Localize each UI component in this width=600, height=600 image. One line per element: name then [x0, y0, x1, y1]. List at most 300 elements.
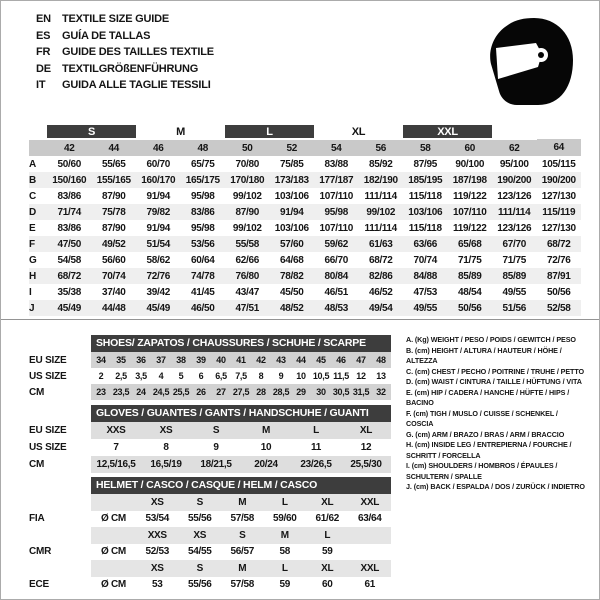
measurement-cell: 123/126 — [497, 222, 532, 234]
legend-item: E. (cm) HIP / CADERA / HANCHE / HÜFTE / HIPS / BACINO — [406, 387, 570, 407]
table-cell: 63/64 — [357, 513, 382, 525]
table-cell: XS — [136, 560, 179, 577]
row-label — [29, 139, 47, 156]
measurement-row — [29, 236, 581, 252]
measurement-cell: 84/88 — [403, 268, 448, 284]
table-cell: 58 — [279, 546, 291, 558]
measurement-cell: 72/76 — [546, 254, 571, 266]
measurement-cell: 68/72 — [368, 254, 393, 266]
table-cell — [349, 544, 392, 561]
measurement-cell: 111/114 — [492, 204, 537, 220]
table-cell: M — [221, 560, 264, 577]
measurement-cell: 63/66 — [403, 236, 448, 252]
measurement-cell: 119/122 — [453, 190, 487, 202]
measurement-cell: 70/74 — [92, 268, 137, 284]
size-group-label: S — [47, 125, 136, 139]
measurement-cell: 115/118 — [408, 222, 442, 234]
language-title: GUIDA ALLE TAGLIE TESSILI — [62, 79, 211, 91]
measurement-cell: 70/74 — [413, 254, 438, 266]
table-cell: 23/26,5 — [291, 456, 341, 473]
measurement-cell: 55/58 — [225, 236, 270, 252]
measurement-cell: 46/51 — [324, 286, 349, 298]
measurement-cell: 87/90 — [225, 204, 270, 220]
table-cell: XXS — [136, 527, 179, 544]
size-group-label: M — [136, 125, 225, 139]
table-cell: 28 — [251, 384, 271, 400]
table-cell: 18/21,5 — [191, 456, 241, 473]
measurement-cell: 107/110 — [448, 204, 493, 220]
measurement-cell: 47/50 — [47, 236, 92, 252]
row-label: FIA — [29, 513, 45, 525]
table-cell: S — [221, 527, 264, 544]
measurement-cell: 49/55 — [502, 286, 527, 298]
table-cell: 4 — [158, 371, 164, 381]
language-code: ES — [36, 29, 51, 42]
table-row — [29, 494, 391, 511]
language-row — [36, 28, 214, 45]
measurement-row — [29, 268, 581, 284]
measurement-cell: 47/51 — [225, 300, 270, 316]
measurement-cell: 182/190 — [359, 172, 404, 188]
measurement-cell: 48/52 — [270, 300, 315, 316]
table-cell: S — [179, 494, 222, 511]
table-cell: XS — [179, 527, 222, 544]
measurement-cell: 83/86 — [181, 204, 226, 220]
measurement-cell: 103/106 — [274, 190, 309, 202]
table-cell: 11,5 — [333, 371, 349, 381]
table-cell: 10 — [260, 442, 272, 453]
row-label: A — [29, 158, 36, 170]
helmet-table-rows — [29, 494, 391, 593]
size-group-label: XL — [314, 125, 403, 139]
legend-item: D. (cm) WAIST / CINTURA / TAILLE / HÜFTUNG / VITA — [406, 377, 582, 386]
measurement-cell: 105/115 — [542, 158, 576, 170]
measurement-cell: 187/198 — [448, 172, 493, 188]
measurement-cell: 87/90 — [101, 190, 126, 202]
measurement-cell: 190/200 — [537, 172, 582, 188]
measurement-cell: 85/89 — [448, 268, 493, 284]
measurement-cell: 103/106 — [274, 222, 309, 234]
table-row — [29, 384, 391, 400]
measurement-cell: 67/70 — [492, 236, 537, 252]
measurement-cell: 170/180 — [225, 172, 270, 188]
language-title: TEXTILE SIZE GUIDE — [62, 13, 170, 25]
table-cell: 57/58 — [230, 513, 255, 525]
table-row — [29, 544, 391, 561]
table-row — [29, 511, 391, 528]
size-number-cell: 56 — [359, 139, 404, 156]
measurement-cell: 47/53 — [413, 286, 438, 298]
measurement-cell: 91/94 — [270, 204, 315, 220]
language-code: FR — [36, 46, 51, 58]
measurement-cell: 71/75 — [457, 254, 482, 266]
measurement-cell: 56/60 — [101, 254, 126, 266]
measurement-row — [29, 204, 581, 220]
table-row — [29, 368, 391, 384]
measurement-cell: 79/82 — [136, 204, 181, 220]
table-cell: 35 — [111, 352, 131, 368]
table-cell: 3,5 — [135, 371, 147, 381]
table-cell: 23 — [91, 384, 111, 400]
row-label: J — [29, 300, 47, 316]
table-cell: 6,5 — [215, 371, 227, 381]
table-cell: XL — [306, 560, 349, 577]
measurement-cell: 45/49 — [136, 300, 181, 316]
row-label: G — [29, 254, 37, 266]
measurement-cell: 61/63 — [359, 236, 404, 252]
table-cell: 59 — [321, 546, 333, 558]
size-number-cell: 64 — [537, 139, 582, 156]
size-number-cell: 62 — [492, 139, 537, 156]
measurement-cell: 49/55 — [403, 300, 448, 316]
table-cell: 28,5 — [271, 384, 291, 400]
legend-item: B. (cm) HEIGHT / ALTURA / HAUTEUR / HÖHE / ALTEZZA — [406, 345, 562, 365]
measurement-row — [29, 220, 581, 236]
table-cell: 47 — [351, 352, 371, 368]
table-cell: 32 — [371, 384, 391, 400]
measurement-legend — [406, 335, 586, 493]
section-divider — [1, 319, 599, 320]
table-cell — [91, 494, 136, 511]
measurement-cell: 46/52 — [368, 286, 393, 298]
measurement-cell: 59/62 — [314, 236, 359, 252]
language-row — [36, 77, 214, 94]
measurement-row — [29, 172, 581, 188]
measurement-cell: 107/110 — [319, 222, 353, 234]
measurement-cell: 127/130 — [541, 222, 576, 234]
table-cell: 45 — [311, 352, 331, 368]
measurement-cell: 99/102 — [359, 204, 404, 220]
measurement-cell: 39/42 — [146, 286, 171, 298]
size-number-cell: 48 — [181, 139, 226, 156]
row-label: C — [29, 190, 36, 202]
measurement-cell: 57/60 — [270, 236, 315, 252]
table-cell: 37 — [151, 352, 171, 368]
table-cell: XS — [136, 494, 179, 511]
measurement-cell: 45/49 — [47, 300, 92, 316]
table-cell: 6 — [198, 371, 204, 381]
table-cell: 30,5 — [331, 384, 351, 400]
table-cell: 27,5 — [231, 384, 251, 400]
table-cell: 12 — [356, 371, 366, 381]
row-label: CMR — [29, 546, 52, 558]
row-label: EU SIZE — [29, 425, 67, 436]
measurement-cell: 190/200 — [492, 172, 537, 188]
size-group-label — [29, 125, 47, 139]
table-cell: 38 — [171, 352, 191, 368]
table-cell: 5 — [178, 371, 184, 381]
table-row — [29, 439, 391, 456]
measurement-cell: 83/86 — [57, 190, 82, 202]
table-cell: 9 — [278, 371, 284, 381]
table-cell: 11 — [311, 442, 321, 453]
table-cell: XXL — [349, 494, 392, 511]
measurement-cell: 75/78 — [92, 204, 137, 220]
size-number-cell: 52 — [270, 139, 315, 156]
table-cell: 55/56 — [187, 579, 212, 591]
measurement-cell: 41/45 — [190, 286, 215, 298]
table-cell: 8 — [163, 442, 169, 453]
table-row — [29, 352, 391, 368]
measurement-cell: 127/130 — [541, 190, 576, 202]
language-code: DE — [36, 62, 51, 75]
table-cell: 41 — [231, 352, 251, 368]
measurement-cell: 173/183 — [270, 172, 315, 188]
measurement-cell: 83/86 — [57, 222, 82, 234]
measurement-cell: 85/92 — [368, 158, 393, 170]
measurement-cell: 99/102 — [232, 190, 262, 202]
table-cell — [91, 527, 136, 544]
measurement-cell: 50/56 — [448, 300, 493, 316]
table-cell: L — [291, 422, 341, 439]
measurement-cell: 119/122 — [453, 222, 487, 234]
row-label: CM — [29, 459, 45, 470]
legend-item: F. (cm) TIGH / MUSLO / CUISSE / SCHENKEL / COSCIA — [406, 408, 558, 428]
helmet-size-table — [29, 477, 391, 593]
table-cell — [91, 560, 136, 577]
table-cell: 39 — [191, 352, 211, 368]
table-cell: 61 — [364, 579, 376, 591]
table-cell: 8 — [258, 371, 264, 381]
table-cell: L — [264, 560, 307, 577]
measurement-cell: 72/76 — [136, 268, 181, 284]
table-cell: 9 — [213, 442, 219, 453]
row-label: B — [29, 172, 47, 188]
row-label: F — [29, 236, 47, 252]
measurement-cell: 60/70 — [146, 158, 171, 170]
measurement-cell: 50/56 — [546, 286, 571, 298]
measurement-cell: 49/54 — [359, 300, 404, 316]
measurement-cell: 49/52 — [92, 236, 137, 252]
table-cell: 30 — [311, 384, 331, 400]
table-cell: 25,5/30 — [341, 456, 391, 473]
table-cell: 12,5/16,5 — [91, 456, 141, 473]
gloves-table-rows — [29, 422, 391, 473]
table-cell: M — [221, 494, 264, 511]
table-cell: 44 — [291, 352, 311, 368]
table-cell: 36 — [131, 352, 151, 368]
table-cell: XXL — [349, 560, 392, 577]
table-cell: 53 — [151, 579, 163, 591]
measurement-cell: 68/72 — [47, 268, 92, 284]
measurement-cell: 87/95 — [413, 158, 438, 170]
measurement-cell: 150/160 — [47, 172, 92, 188]
table-cell: 20/24 — [241, 456, 291, 473]
table-cell: M — [264, 527, 307, 544]
measurement-cell: 123/126 — [497, 190, 532, 202]
measurement-row — [29, 156, 581, 172]
measurement-cell: 103/106 — [403, 204, 448, 220]
table-cell: 34 — [91, 352, 111, 368]
measurement-cell: 74/78 — [181, 268, 226, 284]
table-cell: 10,5 — [312, 371, 330, 381]
table-cell: M — [241, 422, 291, 439]
measurement-cell: 90/100 — [455, 158, 485, 170]
size-group-row — [29, 125, 581, 139]
table-row — [29, 560, 391, 577]
measurement-cell: 50/60 — [57, 158, 82, 170]
table-cell: 56/57 — [230, 546, 255, 558]
measurement-cell: 107/110 — [319, 190, 353, 202]
table-cell: S — [179, 560, 222, 577]
table-cell: 24 — [131, 384, 151, 400]
table-cell: 60 — [321, 579, 333, 591]
size-number-cell: 44 — [92, 139, 137, 156]
measurement-cell: 87/91 — [537, 268, 582, 284]
measurement-cell: 68/72 — [537, 236, 582, 252]
table-cell: 2,5 — [115, 371, 127, 381]
measurement-cell: 71/75 — [502, 254, 527, 266]
gloves-size-table — [29, 405, 391, 473]
table-cell: Ø CM — [101, 579, 126, 591]
measurement-cell: 54/58 — [57, 254, 82, 266]
racing-helmet-icon — [488, 15, 576, 111]
measurement-row — [29, 300, 581, 316]
row-label: US SIZE — [29, 370, 67, 382]
table-cell: 59 — [279, 579, 291, 591]
table-cell: 57/58 — [230, 579, 255, 591]
measurement-cell: 37/40 — [101, 286, 126, 298]
measurement-cell: 95/100 — [499, 158, 529, 170]
gloves-table-title: GLOVES / GUANTES / GANTS / HANDSCHUHE / GUANTI — [91, 405, 391, 422]
table-cell: 10 — [296, 371, 306, 381]
measurement-cell: 62/66 — [235, 254, 260, 266]
table-cell: Ø CM — [101, 513, 126, 525]
measurement-cell: 75/85 — [279, 158, 304, 170]
measurement-cell: 115/118 — [408, 190, 442, 202]
table-cell: L — [264, 494, 307, 511]
measurement-cell: 91/94 — [146, 190, 171, 202]
size-number-cell: 60 — [448, 139, 493, 156]
size-group-label: L — [225, 125, 314, 139]
measurement-cell: 60/64 — [190, 254, 215, 266]
table-cell: XS — [141, 422, 191, 439]
row-label: I — [29, 286, 32, 298]
measurement-cell: 177/187 — [314, 172, 359, 188]
measurement-cell: 155/165 — [92, 172, 137, 188]
legend-item: J. (cm) BACK / ESPALDA / DOS / ZURÜCK / INDIETRO — [406, 482, 585, 491]
shoes-table-title: SHOES/ ZAPATOS / CHAUSSURES / SCHUHE / SCARPE — [91, 335, 391, 352]
row-label: US SIZE — [29, 442, 67, 453]
measurement-cell: 48/53 — [314, 300, 359, 316]
table-row — [29, 422, 391, 439]
table-cell: XL — [341, 422, 391, 439]
helmet-table-title: HELMET / CASCO / CASQUE / HELM / CASCO — [91, 477, 391, 494]
measurement-cell: 52/58 — [537, 300, 582, 316]
measurement-cell: 185/195 — [403, 172, 448, 188]
table-cell: 48 — [371, 352, 391, 368]
shoes-table-rows — [29, 352, 391, 400]
measurement-cell: 46/50 — [181, 300, 226, 316]
table-cell: 29 — [291, 384, 311, 400]
language-code: EN — [36, 13, 51, 25]
table-cell: 13 — [376, 371, 386, 381]
measurement-cell: 91/94 — [146, 222, 171, 234]
measurement-cell: 35/38 — [57, 286, 82, 298]
measurement-cell: 115/119 — [537, 204, 582, 220]
shoes-size-table — [29, 335, 391, 400]
size-group-label — [492, 125, 537, 139]
table-cell — [349, 527, 392, 544]
language-row — [36, 44, 214, 61]
language-row — [36, 61, 214, 78]
table-cell: 59/60 — [272, 513, 297, 525]
measurement-cell: 43/47 — [235, 286, 260, 298]
measurement-cell: 64/68 — [279, 254, 304, 266]
table-cell: 24,5 — [151, 384, 171, 400]
language-title: GUIDE DES TAILLES TEXTILE — [62, 46, 214, 58]
measurement-row — [29, 188, 581, 204]
row-label: D — [29, 204, 47, 220]
row-label: ECE — [29, 579, 49, 591]
table-cell: 12 — [360, 442, 372, 453]
measurement-cell: 78/82 — [270, 268, 315, 284]
measurement-cell: 80/84 — [314, 268, 359, 284]
legend-item: I. (cm) SHOULDERS / HOMBROS / ÉPAULES / SCHULTERN / SPALLE — [406, 461, 558, 481]
language-title: TEXTILGRÖßENFÜHRUNG — [62, 62, 199, 75]
measurement-cell: 71/74 — [47, 204, 92, 220]
table-row — [29, 577, 391, 594]
table-cell: XXS — [91, 422, 141, 439]
legend-item: H. (cm) INSIDE LEG / ENTREPIERNA / FOURCHE / SCHRITT / FORCELLA — [406, 440, 572, 460]
table-cell: 16,5/19 — [141, 456, 191, 473]
legend-item: C. (cm) CHEST / PECHO / POITRINE / TRUHE / PETTO — [406, 366, 584, 376]
measurement-cell: 85/89 — [492, 268, 537, 284]
measurement-cell: 65/68 — [448, 236, 493, 252]
table-cell: Ø CM — [101, 546, 126, 558]
measurement-cell: 160/170 — [136, 172, 181, 188]
table-cell: 61/62 — [315, 513, 340, 525]
table-cell: 31,5 — [351, 384, 371, 400]
legend-item: A. (Kg) WEIGHT / PESO / POIDS / GEWITCH / PESO — [406, 335, 576, 344]
measurement-cell: 53/56 — [181, 236, 226, 252]
measurement-cell: 55/65 — [101, 158, 126, 170]
table-cell: 7 — [113, 442, 119, 453]
table-cell: 2 — [98, 371, 104, 381]
textile-size-table — [29, 125, 581, 316]
measurement-cell: 51/56 — [492, 300, 537, 316]
legend-item: G. (cm) ARM / BRAZO / BRAS / ARM / BRACCIO — [406, 429, 565, 439]
measurement-cell: 83/88 — [324, 158, 349, 170]
size-number-cell: 46 — [136, 139, 181, 156]
table-cell: 46 — [331, 352, 351, 368]
size-number-cell: 58 — [403, 139, 448, 156]
size-number-row — [29, 139, 581, 156]
measurement-cell: 165/175 — [181, 172, 226, 188]
table-cell: 25,5 — [171, 384, 191, 400]
measurement-cell: 111/114 — [364, 222, 397, 234]
row-label: EU SIZE — [29, 354, 67, 366]
measurement-cell: 70/80 — [235, 158, 260, 170]
table-cell: 23,5 — [111, 384, 131, 400]
measurement-cell: 95/98 — [190, 190, 215, 202]
table-cell: 54/55 — [187, 546, 212, 558]
measurement-cell: 87/90 — [101, 222, 126, 234]
table-cell: 27 — [211, 384, 231, 400]
language-title-list — [36, 11, 214, 94]
measurement-cell: 95/98 — [190, 222, 215, 234]
measurement-cell: 99/102 — [232, 222, 262, 234]
table-cell: 40 — [211, 352, 231, 368]
measurement-cell: 95/98 — [314, 204, 359, 220]
language-title: GUÍA DE TALLAS — [62, 29, 151, 42]
measurement-cell: 65/75 — [190, 158, 215, 170]
table-cell: 42 — [251, 352, 271, 368]
measurement-cell: 45/50 — [279, 286, 304, 298]
table-cell: S — [191, 422, 241, 439]
table-cell: XL — [306, 494, 349, 511]
measurement-cell: 111/114 — [364, 190, 397, 202]
